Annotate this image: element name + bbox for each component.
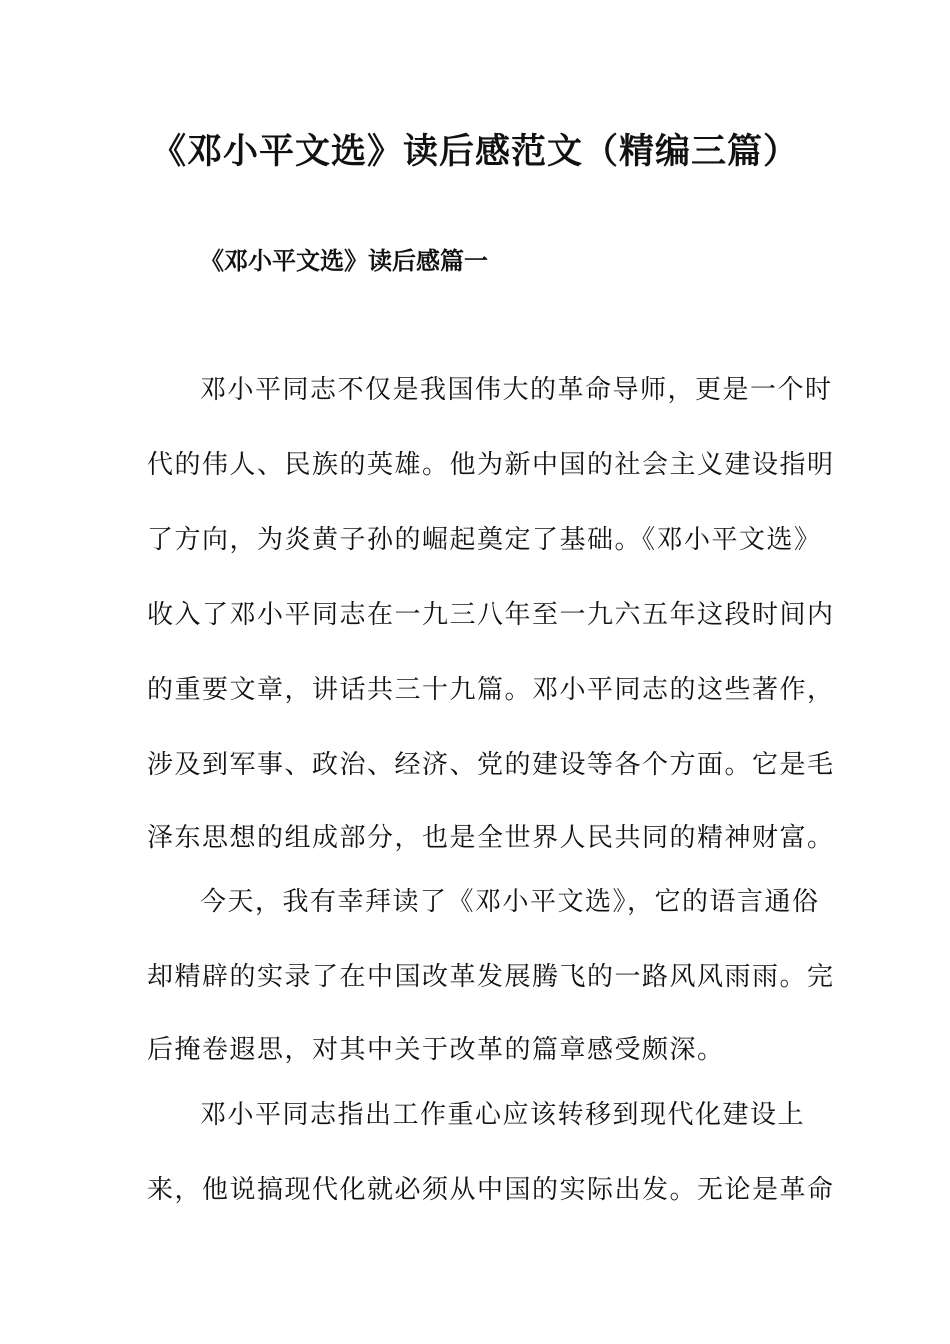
paragraph-3-line-2: 来，他说搞现代化就必须从中国的实际出发。无论是革命 (147, 1175, 835, 1205)
paragraph-1-line-2: 代的伟人、民族的英雄。他为新中国的社会主义建设指明 (147, 450, 835, 480)
paragraph-1-line-3: 了方向，为炎黄子孙的崛起奠定了基础。《邓小平文选》 (147, 525, 822, 555)
paragraph-2-line-3: 后掩卷遐思，对其中关于改革的篇章感受颇深。 (147, 1035, 725, 1065)
paragraph-1-line-4: 收入了邓小平同志在一九三八年至一九六五年这段时间内 (147, 600, 835, 630)
document-title: 《邓小平文选》读后感范文（精编三篇） (150, 131, 799, 172)
paragraph-1-line-7: 泽东思想的组成部分，也是全世界人民共同的精神财富。 (147, 823, 835, 853)
paragraph-1-line-5: 的重要文章，讲话共三十九篇。邓小平同志的这些著作， (147, 675, 835, 705)
paragraph-2-line-1: 今天，我有幸拜读了《邓小平文选》，它的语言通俗 (200, 887, 820, 917)
paragraph-3-line-1: 邓小平同志指出工作重心应该转移到现代化建设上 (200, 1100, 806, 1130)
paragraph-1-line-1: 邓小平同志不仅是我国伟大的革命导师，更是一个时 (200, 375, 833, 405)
section-heading: 《邓小平文选》读后感篇一 (200, 246, 488, 275)
paragraph-2-line-2: 却精辟的实录了在中国改革发展腾飞的一路风风雨雨。完 (147, 962, 835, 992)
paragraph-1-line-6: 涉及到军事、政治、经济、党的建设等各个方面。它是毛 (147, 750, 835, 780)
